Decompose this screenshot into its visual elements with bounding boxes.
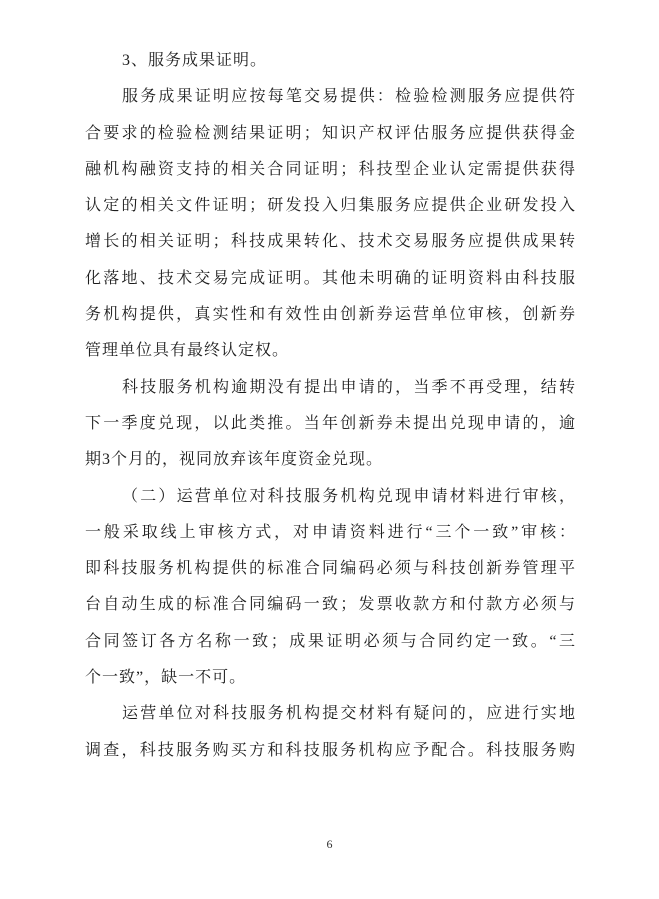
text-line: 合同签订各方名称一致；成果证明必须与合同约定一致。“三 [85, 632, 576, 650]
text-line: 认定的相关文件证明；研发投入归集服务应提供企业研发投入 [85, 197, 576, 215]
text-line: 合要求的检验检测结果证明；知识产权评估服务应提供获得金 [85, 124, 576, 142]
text-line: 期3个月的，视同放弃该年度资金兑现。 [85, 451, 384, 469]
page-number: 6 [326, 837, 333, 851]
text-line: 融机构融资支持的相关合同证明；科技型企业认定需提供获得 [85, 160, 576, 178]
text-line: 增长的相关证明；科技成果转化、技术交易服务应提供成果转 [85, 233, 576, 251]
text-line: 管理单位具有最终认定权。 [85, 342, 290, 360]
text-line: 运营单位对科技服务机构提交材料有疑问的，应进行实地 [122, 705, 576, 723]
text-line: 调查，科技服务购买方和科技服务机构应予配合。科技服务购 [85, 741, 576, 759]
text-line: 下一季度兑现，以此类推。当年创新券未提出兑现申请的，逾 [85, 414, 576, 432]
text-line: 科技服务机构逾期没有提出申请的，当季不再受理，结转 [122, 378, 576, 396]
text-line: 3、服务成果证明。 [122, 52, 268, 69]
text-line: 台自动生成的标准合同编码一致；发票收款方和付款方必须与 [85, 596, 576, 614]
text-line: 化落地、技术交易完成证明。其他未明确的证明资料由科技服 [85, 269, 576, 287]
text-line: 服务成果证明应按每笔交易提供：检验检测服务应提供符 [122, 88, 576, 106]
text-line: 一般采取线上审核方式，对申请资料进行“三个一致”审核： [85, 523, 576, 541]
text-line: 个一致”，缺一不可。 [85, 669, 247, 687]
text-line: （二）运营单位对科技服务机构兑现申请材料进行审核， [122, 487, 576, 505]
text-line: 即科技服务机构提供的标准合同编码必须与科技创新券管理平 [85, 560, 576, 578]
document-body [85, 43, 576, 769]
text-line: 务机构提供，真实性和有效性由创新券运营单位审核，创新券 [85, 306, 576, 324]
